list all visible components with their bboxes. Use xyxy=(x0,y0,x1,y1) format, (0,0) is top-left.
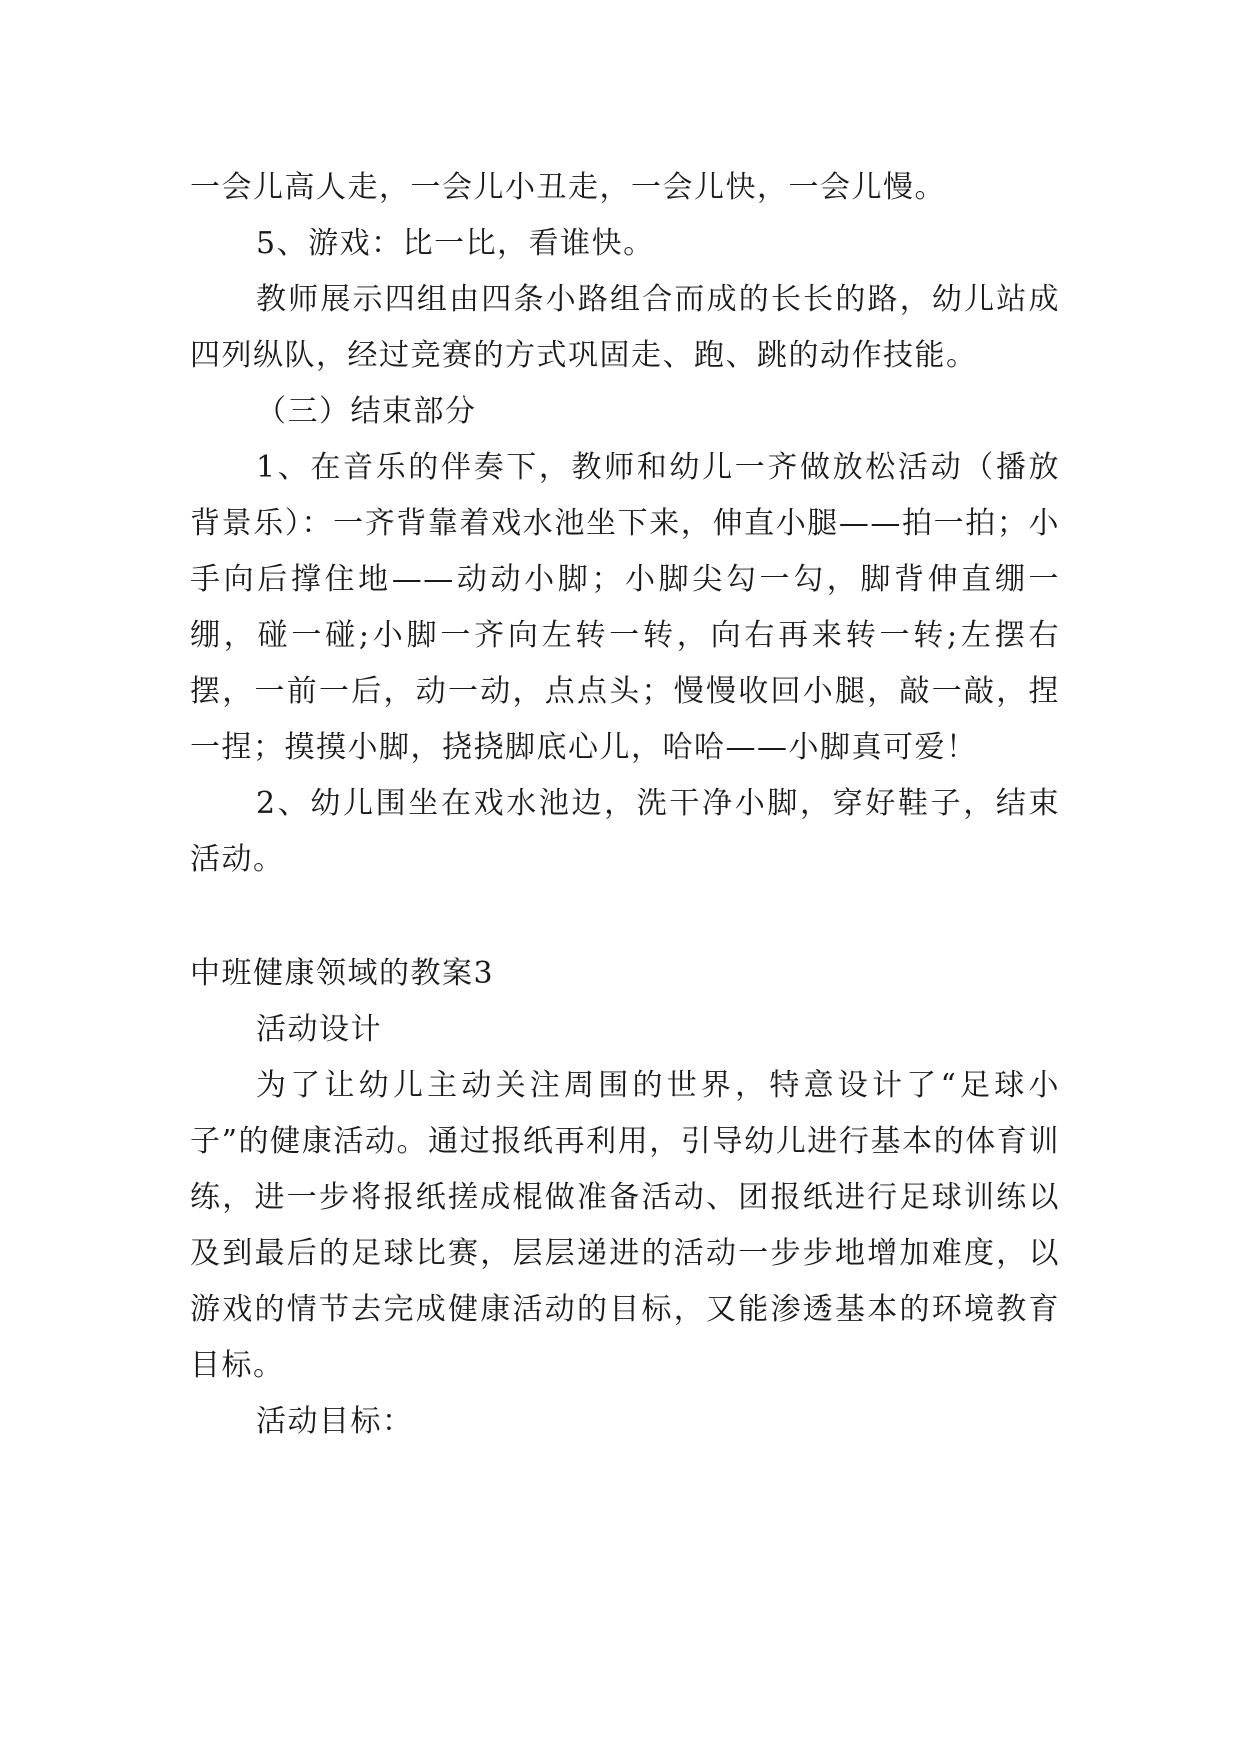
section-heading-ending: （三）结束部分 xyxy=(256,394,477,429)
lesson-plan-heading: 中班健康领域的教案3 xyxy=(190,956,495,991)
paragraph-game-title: 5、游戏：比一比，看谁快。 xyxy=(256,226,655,261)
paragraph-continuation: 一会儿高人走，一会儿小丑走，一会儿快，一会儿慢。 xyxy=(190,170,946,205)
paragraph-step-1: 1、在音乐的伴奏下，教师和幼儿一齐做放松活动（播放背景乐）：一齐背靠着戏水池坐下来，伸直小腿——拍一拍；小手向后撑住地——动动小脚；小脚尖勾一勾，脚背伸直绷一绷，碰一碰;小脚一齐向左转一转，向右再来转一转;左摆右摆，一前一后，动一动，点点头；慢慢收回小腿，敲一敲，捏一捏；摸摸小脚，挠挠脚底心儿，哈哈——小脚真可爱！ xyxy=(190,450,1060,765)
paragraph-step-2: 2、幼儿围坐在戏水池边，洗干净小脚，穿好鞋子，结束活动。 xyxy=(190,786,1060,877)
document-page xyxy=(190,160,1060,1450)
activity-design-label: 活动设计 xyxy=(256,1012,382,1047)
paragraph-game-description: 教师展示四组由四条小路组合而成的长长的路，幼儿站成四列纵队，经过竞赛的方式巩固走、跑、跳的动作技能。 xyxy=(190,282,1060,373)
activity-goal-label: 活动目标： xyxy=(256,1404,414,1439)
activity-design-text: 为了让幼儿主动关注周围的世界，特意设计了“足球小子”的健康活动。通过报纸再利用，引导幼儿进行基本的体育训练，进一步将报纸搓成棍做准备活动、团报纸进行足球训练以及到最后的足球比赛，层层递进的活动一步步地增加难度，以游戏的情节去完成健康活动的目标，又能渗透基本的环境教育目标。 xyxy=(190,1068,1060,1383)
